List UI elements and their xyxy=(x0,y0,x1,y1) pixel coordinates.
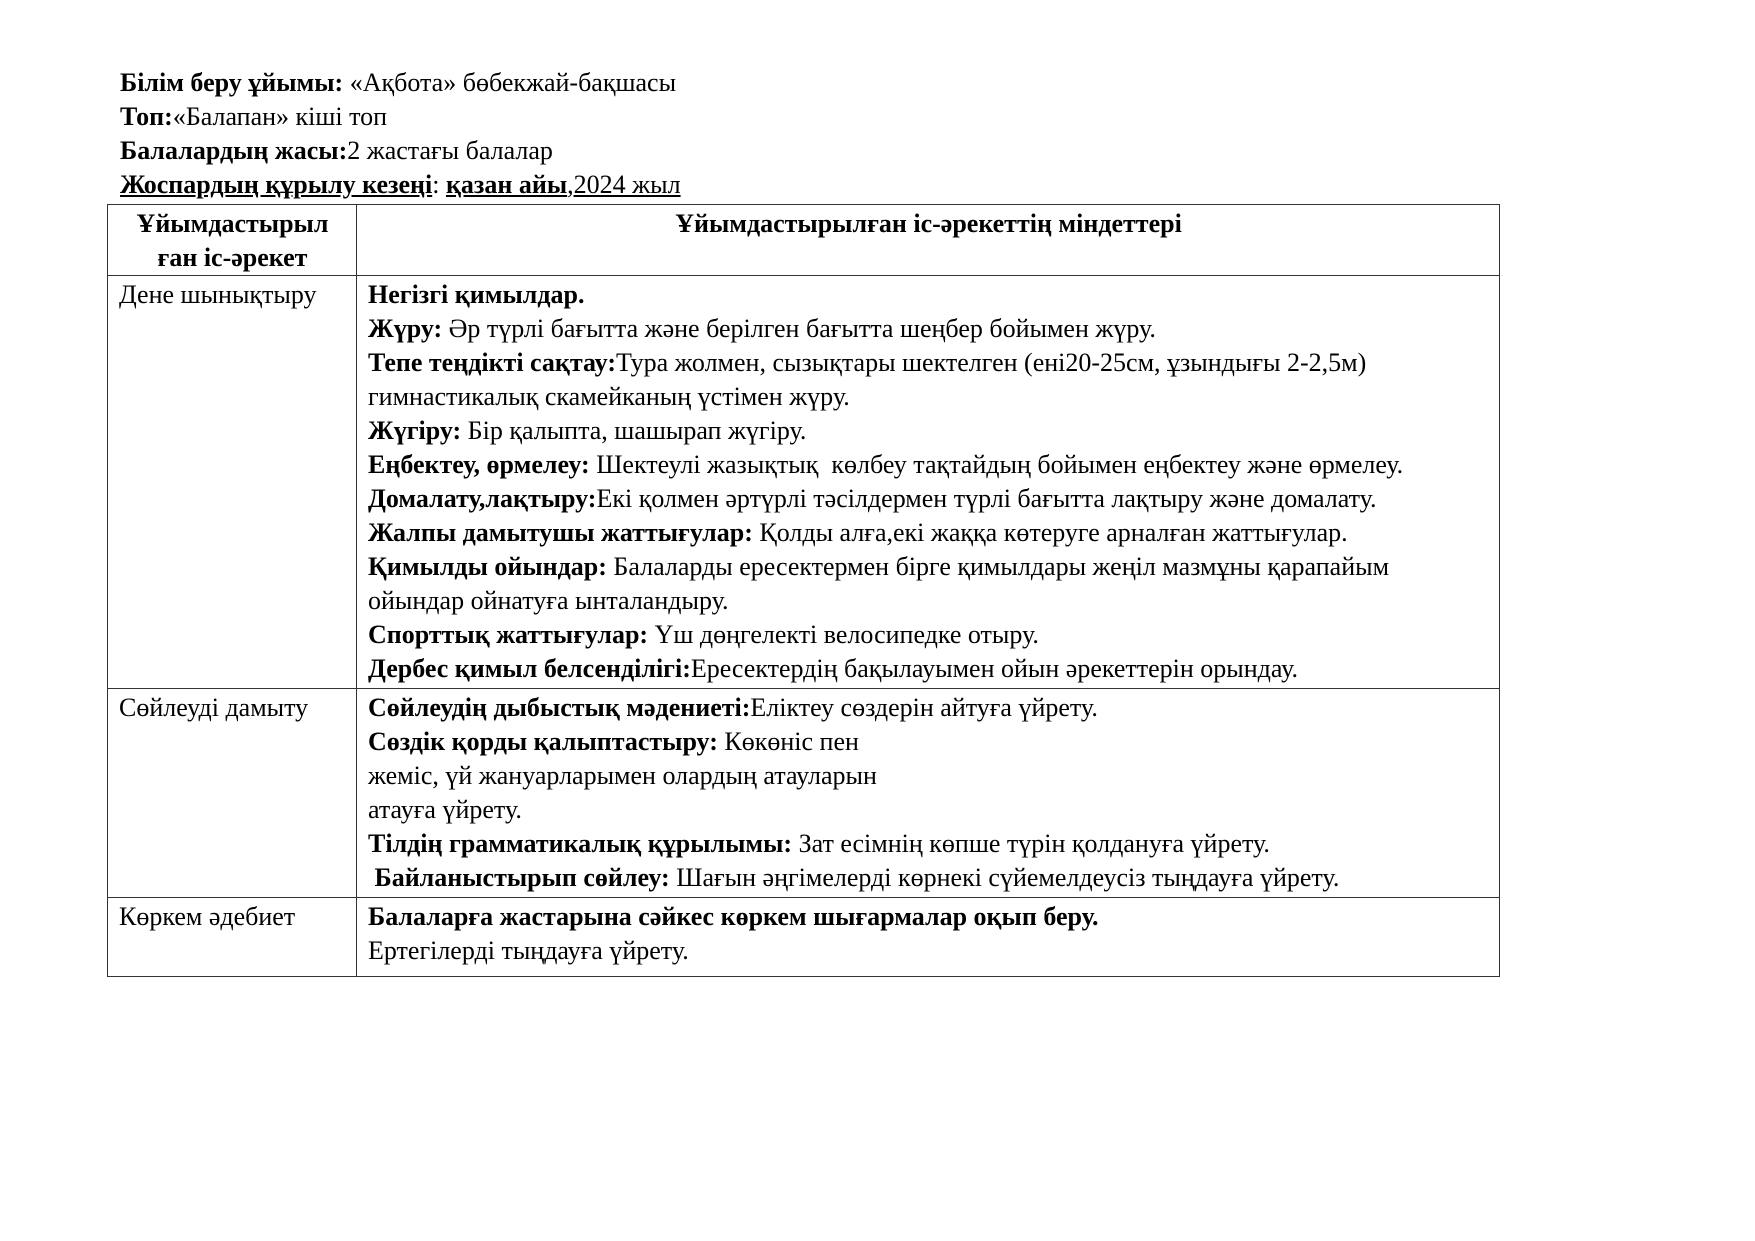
period-year: ,2024 жыл xyxy=(567,170,681,199)
task-label: Жалпы дамытушы жаттығулар: xyxy=(368,518,753,547)
task-label: Негізгі қимылдар. xyxy=(368,280,585,309)
period-month xyxy=(446,170,567,199)
task-item xyxy=(368,516,1489,550)
table-row xyxy=(108,276,1500,689)
task-item xyxy=(368,448,1489,482)
org-line xyxy=(120,66,681,100)
group-line xyxy=(120,100,681,134)
task-item xyxy=(368,482,1489,516)
task-item xyxy=(368,725,1489,759)
task-text: Шағын әңгімелерді көрнекі сүйемелдеусіз тыңдауға үйрету. xyxy=(669,863,1340,892)
task-label: Тілдің грамматикалық құрылымы: xyxy=(368,829,793,858)
task-item xyxy=(368,652,1489,686)
task-label: Спорттық жаттығулар: xyxy=(368,620,649,649)
document-header xyxy=(120,66,681,202)
activity-cell: Көркем әдебиет xyxy=(108,898,357,977)
task-label: Сөйлеудің дыбыстық мәдениеті: xyxy=(368,693,751,722)
task-text: Қолды алға,екі жаққа көтеруге арналған жаттығулар. xyxy=(752,518,1348,547)
table-body xyxy=(108,276,1500,977)
task-text: жеміс, үй жануарларымен олардың атауларын xyxy=(368,761,877,790)
task-label: Дербес қимыл белсенділігі: xyxy=(368,654,691,683)
tasks-cell xyxy=(357,276,1500,689)
task-text: Балаларды ересектермен бірге қимылдары жеңіл мазмұны қарапайым ойындар ойнатуға ынталандыру. xyxy=(368,552,1396,615)
period-month-text: қазан айы xyxy=(445,170,568,199)
task-item xyxy=(368,759,1489,793)
period-line xyxy=(120,168,681,202)
age-label: Балалардың жасы: xyxy=(120,136,348,165)
task-item xyxy=(368,312,1489,346)
task-item xyxy=(368,346,1489,414)
table-header-row xyxy=(108,205,1500,276)
tasks-cell xyxy=(357,898,1500,977)
age-line xyxy=(120,134,681,168)
task-label: Қимылды ойындар: xyxy=(368,552,607,581)
task-text: атауға үйрету. xyxy=(368,795,522,824)
task-text: Еліктеу сөздерін айтуға үйрету. xyxy=(750,693,1098,722)
task-item xyxy=(368,900,1489,934)
task-label: Домалату,лақтыру: xyxy=(368,484,597,513)
task-item xyxy=(368,278,1489,312)
task-text: Екі қолмен әртүрлі тәсілдермен түрлі бағытта лақтыру және домалату. xyxy=(596,484,1377,513)
task-label: Жүру: xyxy=(368,314,443,343)
task-label: Тепе теңдікті сақтау: xyxy=(368,348,616,377)
table-row xyxy=(108,898,1500,977)
task-item xyxy=(368,618,1489,652)
period-label: Жоспардың құрылу кезеңі xyxy=(120,170,433,199)
task-text: Зат есімнің көпше түрін қолдануға үйрету. xyxy=(792,829,1270,858)
plan-table xyxy=(107,204,1500,977)
task-item xyxy=(368,691,1489,725)
task-label: Сөздік қорды қалыптастыру: xyxy=(368,727,718,756)
task-item xyxy=(368,793,1489,827)
activity-cell: Дене шынықтыру xyxy=(108,276,357,689)
period-colon: : xyxy=(432,170,446,199)
task-text: Ересектердің бақылауымен ойын әрекеттерін орындау. xyxy=(690,654,1299,683)
task-item xyxy=(368,827,1489,861)
task-text: Көкөніс пен xyxy=(717,727,859,756)
task-text: Тура жолмен, сызықтары шектелген (ені20-25см, ұзындығы 2-2,5м) гимнастикалық скамейканың үстімен жүру. xyxy=(368,348,1373,411)
task-label: Байланыстырып сөйлеу: xyxy=(368,863,670,892)
header-activity: Ұйымдастырыл ған іс-әрекет xyxy=(108,205,357,276)
task-label: Балаларға жастарына сәйкес көркем шығармалар оқып беру. xyxy=(368,902,1099,931)
task-text: Шектеулі жазықтық көлбеу тақтайдың бойымен еңбектеу және өрмелеу. xyxy=(589,450,1404,479)
org-label: Білім беру ұйымы: xyxy=(120,68,344,97)
header-tasks: Ұйымдастырылған іс-әрекеттің міндеттері xyxy=(357,205,1500,276)
task-item xyxy=(368,861,1489,895)
group-value: «Балапан» кіші топ xyxy=(172,102,388,131)
task-item xyxy=(368,414,1489,448)
task-item xyxy=(368,934,1489,968)
task-label: Жүгіру: xyxy=(368,416,462,445)
task-item xyxy=(368,550,1489,618)
org-value: «Ақбота» бөбекжай-бақшасы xyxy=(343,68,677,97)
task-text: Үш дөңгелекті велосипедке отыру. xyxy=(648,620,1039,649)
task-text: Әр түрлі бағытта және берілген бағытта шеңбер бойымен жүру. xyxy=(442,314,1156,343)
age-value: 2 жастағы балалар xyxy=(347,136,553,165)
task-text: Бір қалыпта, шашырап жүгіру. xyxy=(461,416,807,445)
task-text: Ертегілерді тыңдауға үйрету. xyxy=(368,936,689,965)
table-row xyxy=(108,689,1500,898)
tasks-cell xyxy=(357,689,1500,898)
group-label: Топ: xyxy=(120,102,173,131)
activity-cell: Сөйлеуді дамыту xyxy=(108,689,357,898)
task-label: Еңбектеу, өрмелеу: xyxy=(368,450,590,479)
